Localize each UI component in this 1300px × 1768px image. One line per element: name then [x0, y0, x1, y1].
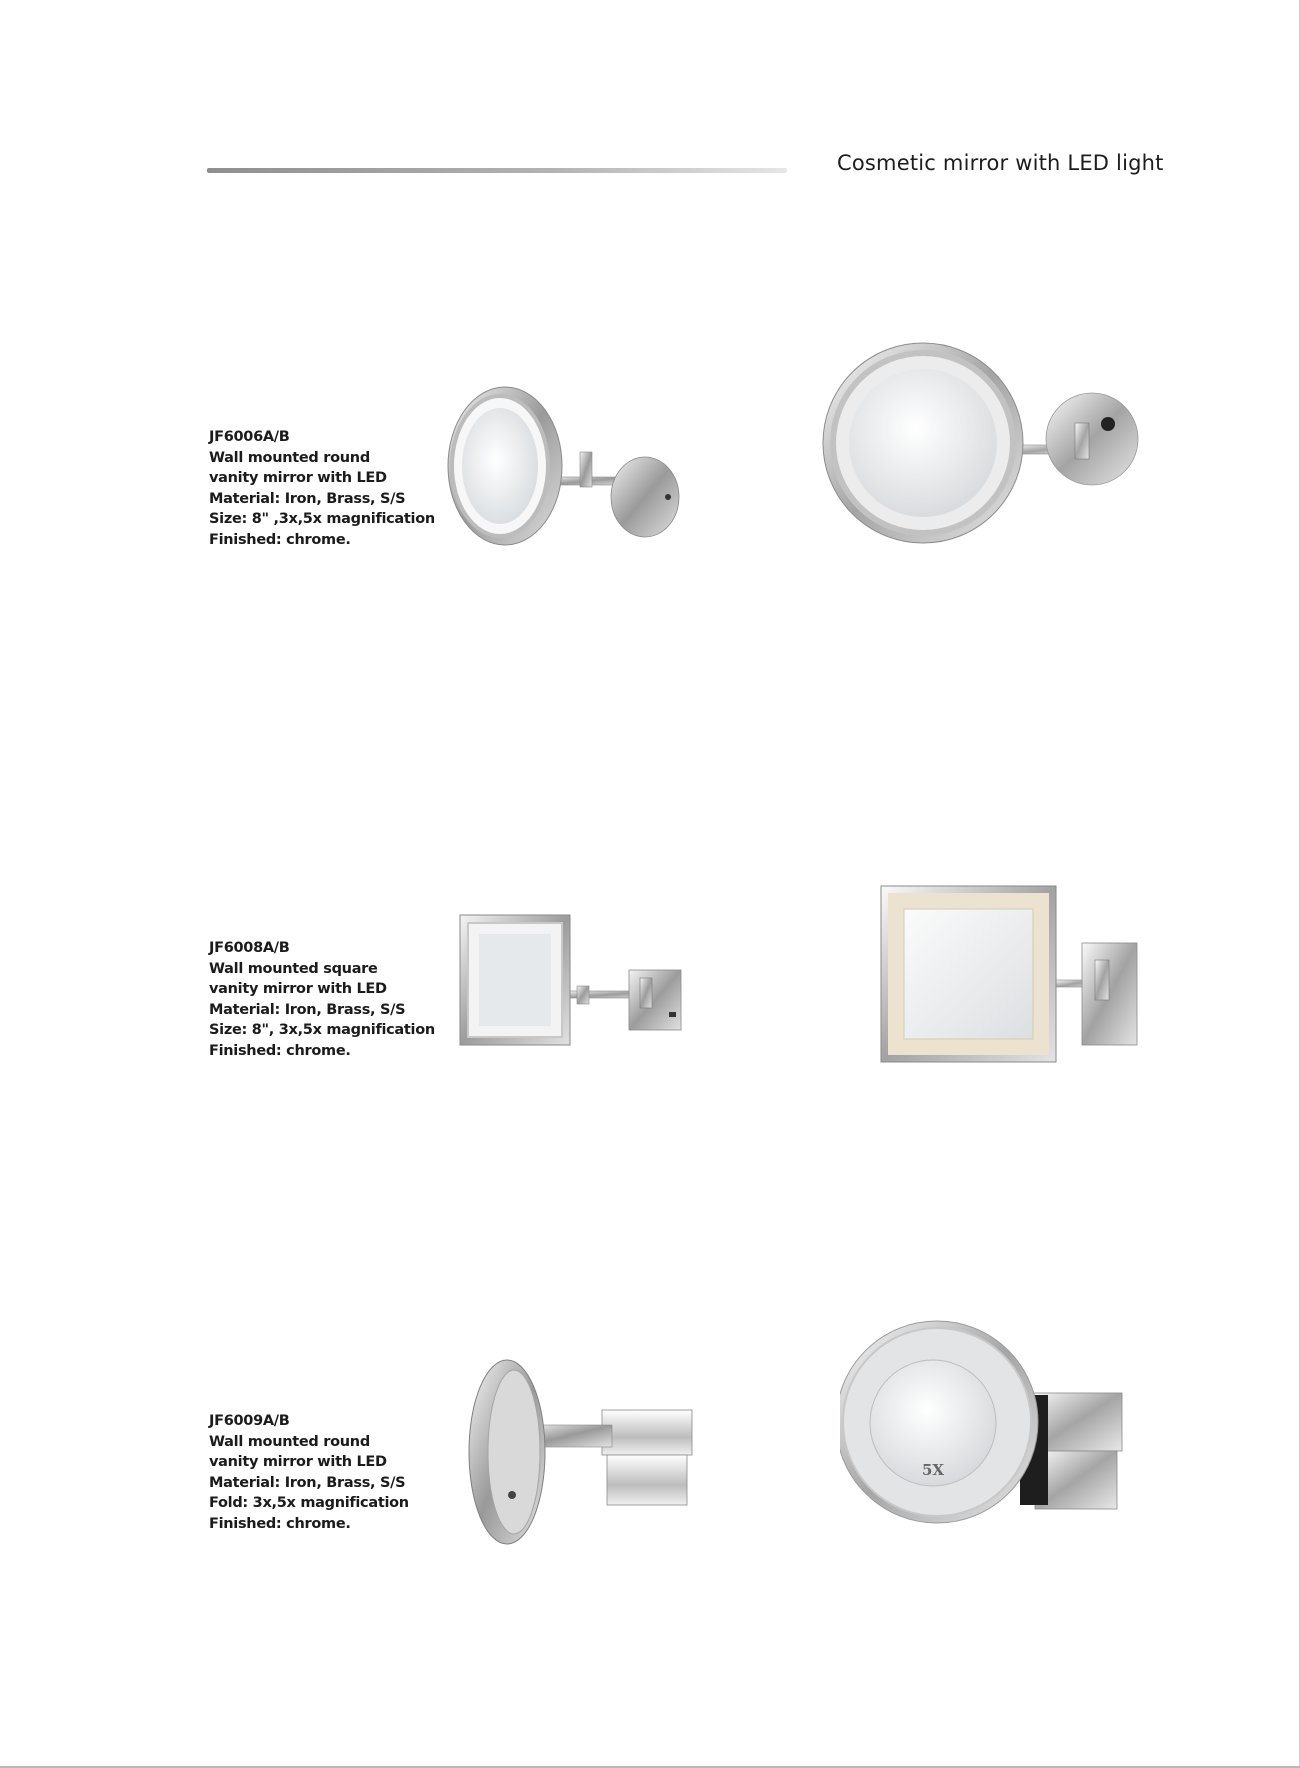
product-line: vanity mirror with LED [209, 1454, 387, 1470]
product-line: Wall mounted square [209, 960, 378, 977]
product-line: Size: 8", 3x,5x magnification [209, 1022, 435, 1038]
product-description-jf6009 [209, 1411, 449, 1534]
folding-mirror-front-photo [840, 1315, 1130, 1530]
page-title: Cosmetic mirror with LED light [837, 151, 1164, 175]
round-mirror-side-photo [440, 380, 700, 550]
header-rule [207, 168, 787, 173]
product-line: vanity mirror with LED [209, 981, 387, 997]
square-mirror-front-photo [875, 880, 1140, 1065]
product-line: Size: 8" ,3x,5x magnification [209, 511, 435, 527]
magnification-marking: 5X [922, 1461, 945, 1479]
product-line: Wall mounted round [209, 1433, 370, 1450]
product-line: vanity mirror with LED [209, 470, 387, 486]
folding-mirror-side-photo [462, 1355, 697, 1550]
product-line: Finished: chrome. [209, 531, 351, 548]
product-line: Material: Iron, Brass, S/S [209, 1474, 406, 1491]
product-line: Material: Iron, Brass, S/S [209, 490, 406, 507]
product-description-jf6006 [209, 427, 449, 550]
product-line: Material: Iron, Brass, S/S [209, 1001, 406, 1018]
product-description-jf6008 [209, 938, 449, 1061]
product-line: Fold: 3x,5x magnification [209, 1495, 409, 1511]
square-mirror-side-photo [455, 910, 695, 1055]
product-model: JF6006A/B [209, 429, 290, 445]
product-line: Wall mounted round [209, 449, 370, 466]
product-model: JF6008A/B [209, 940, 290, 956]
product-line: Finished: chrome. [209, 1515, 351, 1532]
product-line: Finished: chrome. [209, 1042, 351, 1059]
product-model: JF6009A/B [209, 1413, 290, 1429]
round-mirror-front-photo [820, 335, 1140, 560]
